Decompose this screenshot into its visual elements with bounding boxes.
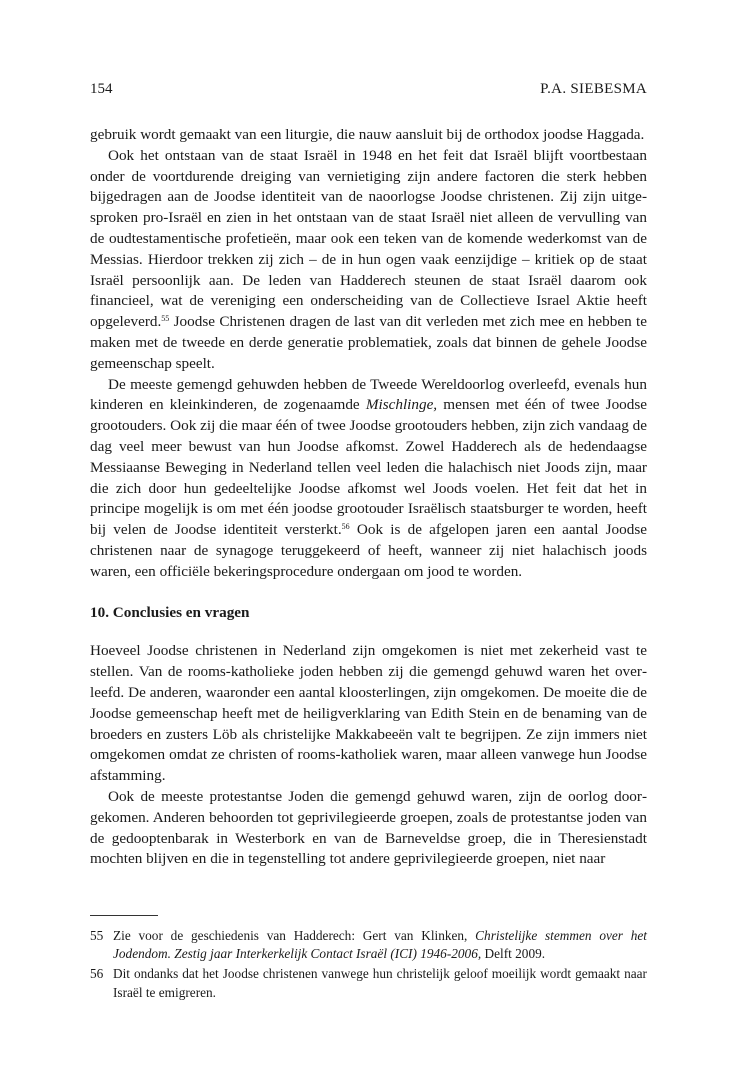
section-heading: 10. Conclusies en vragen <box>90 603 250 621</box>
paragraph-conclusions: Hoeveel Joodse christenen in Nederland zijn omgekomen is niet met zekerheid vast te stellen. Van de rooms-katholieke joden hebben zij die gemengd gehuwd waren het overleefd. De anderen, waaronder een aantal kloosterlingen, zijn omgekomen. De moeite die de Joodse gemeenschap heeft met de heiligverklaring van Edith Stein en de benaming van de broeders en zusters Löb als christelijke Makkabeeën valt te begrijpen. Ze zijn immers niet omgekomen omdat ze christen of rooms-katholiek waren, maar alleen vanwege hun Joodse afstamming. <box>90 642 647 785</box>
main-text <box>90 125 647 870</box>
paragraph-haggada: gebruik wordt gemaakt van een liturgie, die nauw aansluit bij de orthodox joodse Haggada. <box>90 126 645 143</box>
paragraph-mixed-marriages <box>90 375 647 583</box>
paragraph-text: Joodse Christenen dragen de last van dit verleden met zich mee en hebben te maken met de tweede en derde generatie problematiek, zoals dat binnen de gehele Joodse gemeenschap speelt. <box>90 313 647 372</box>
footnote-number: 56 <box>90 966 104 982</box>
running-author: P.A. SIEBESMA <box>540 81 647 97</box>
footnote-text: Dit ondanks dat het Joodse christenen vanwege hun christelijk geloof moeilijk wordt gemaakt naar Israël te emigreren. <box>113 966 647 1000</box>
italic-term: Mischlinge, <box>365 396 438 414</box>
footnote-55 <box>90 927 647 963</box>
footnote-text: Zie voor de geschiedenis van Hadderech: Gert van Klinken, <box>113 928 476 943</box>
page-number: 154 <box>90 81 113 97</box>
footnote-number: 55 <box>90 928 104 943</box>
paragraph-protestant-jews: Ook de meeste protestantse Joden die gemengd gehuwd waren, zijn de oorlog doorgekomen. Anderen behoorden tot geprivilegieerde groepen, zoals de protestantse joden van de gedooptenbarak in Westerbork en van de Barneveldse groep, die in Theresienstadt mochten blijven en die in tegenstelling tot andere geprivilegieerde groepen, niet naar <box>90 787 647 868</box>
paragraph-israel-identity <box>90 146 647 375</box>
paragraph-text: Ook is de afgelopen jaren een aantal Joodse christenen naar de synagoge teruggekeerd of heeft, wanneer zij niet halachisch joods waren, een officiële bekeringsprocedure ondergaan om jood te worden. <box>90 521 647 580</box>
paragraph-text: De meeste gemengd gehuwden hebben de Tweede Wereldoorlog overleefd, evenals hun kinderen en kleinkinderen, de zogenaamde <box>90 375 647 414</box>
footnote-title: Christelijke stemmen over het Jodendom. Zestig jaar Interkerkelijk Contact Israël (ICI) 1946-2006, <box>113 928 647 962</box>
footnote-ref-56[interactable]: 56 <box>341 522 350 532</box>
footnote-divider <box>90 915 158 916</box>
footnote-56 <box>90 965 647 1001</box>
footnote-ref-55[interactable]: 55 <box>161 314 170 324</box>
footnotes <box>90 927 647 1004</box>
paragraph-text: mensen met één of twee Joodse grootouders. Ook zij die maar één of twee Joodse grootouders hebben, zijn zich vandaag de dag veel meer bewust van hun Joodse afkomst. Zowel Hadderech als de hedendaagse Messiaanse Beweging in Nederland tellen veel leden die halachisch niet Joods zijn, maar die zich door hun gedeeltelijke Joodse afkomst wel Joods voelen. Het feit dat het in principe mogelijk is om met één joodse grootouder Israëlisch staatsburger te worden, heeft bij velen de Joodse identiteit versterkt. <box>90 396 648 539</box>
paragraph-text: Ook het ontstaan van de staat Israël in 1948 en het feit dat Israël blijft voortbestaan onder de voortdurende dreiging van vernietiging zijn andere factoren die sterk hebben bijgedragen aan de Joodse identiteit van de naoorlogse Joodse christenen. Zij zijn uitgesproken pro-Israël en zien in het ontstaan van de staat Israël niet alleen de vervulling van de oudtestamentische profetieën, maar ook een teken van de komende wederkomst van de Messias. Hierdoor trekken zij zich – de in hun ogen vaak eenzijdige – kritiek op de staat Israël persoonlijk aan. De leden van Hadderech steunen de staat Israël daarom ook financieel, wat de vereniging een onderscheiding van de Collectieve Israel Aktie heeft opgeleverd. <box>90 146 647 331</box>
footnote-text: Delft 2009. <box>481 946 546 962</box>
